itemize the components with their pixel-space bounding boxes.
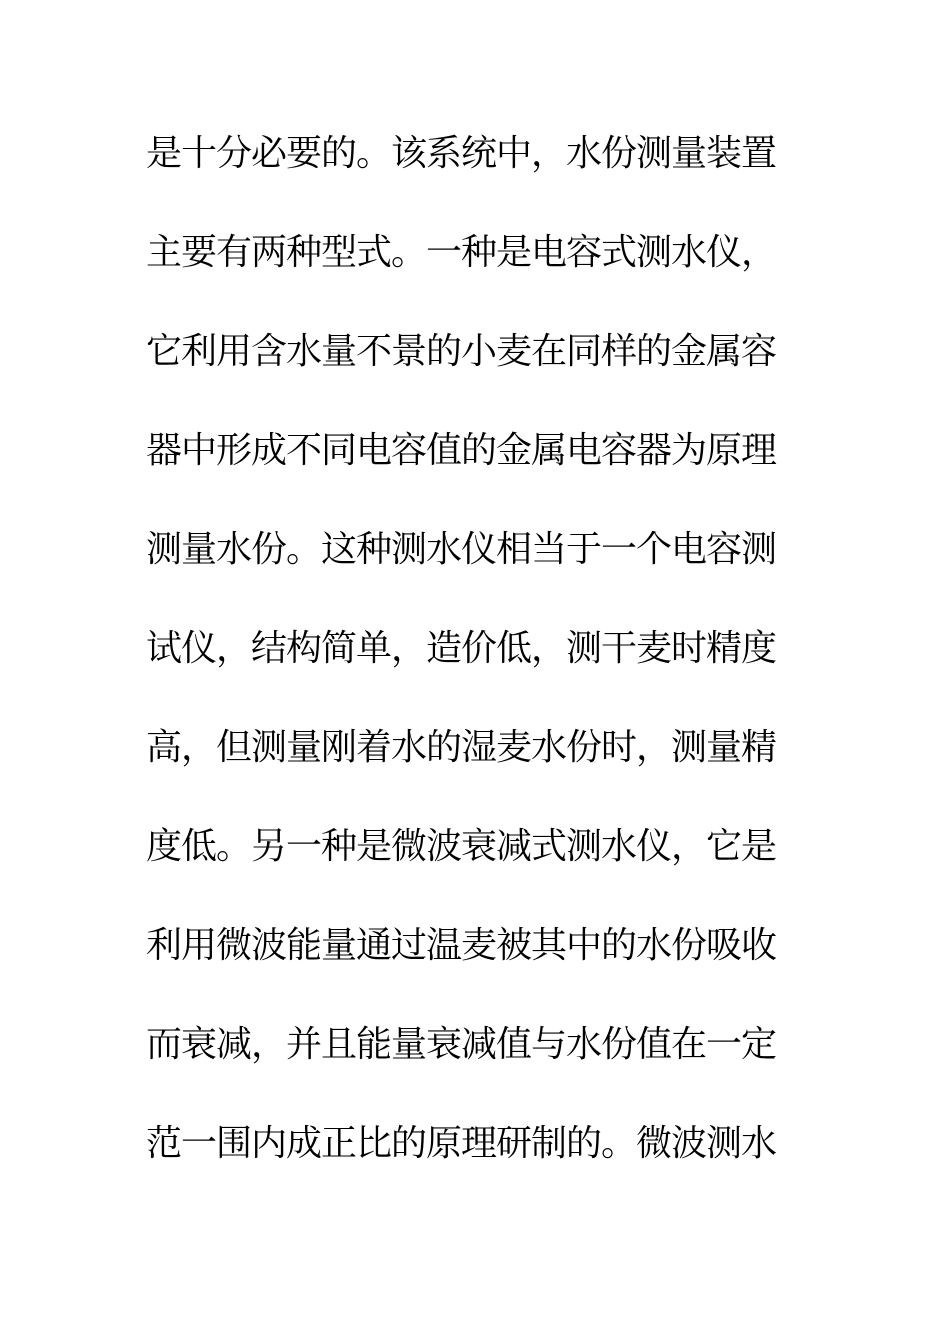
text-line: 器中形成不同电容值的金属电容器为原理 — [146, 430, 777, 471]
text-line: 测量水份。这种测水仪相当于一个电容测 — [146, 529, 777, 570]
text-line: 度低。另一种是微波衰减式测水仪，它是 — [146, 826, 777, 867]
text-line: 主要有两种型式。一种是电容式测水仪， — [146, 232, 777, 273]
body-text — [146, 122, 786, 1211]
text-line: 高，但测量刚着水的湿麦水份时，测量精 — [146, 727, 777, 768]
text-line: 它利用含水量不景的小麦在同样的金属容 — [146, 331, 777, 372]
text-line: 而衰减，并且能量衰减值与水份值在一定 — [146, 1024, 777, 1065]
text-line: 试仪，结构简单，造价低，测干麦时精度 — [146, 628, 777, 669]
text-line: 利用微波能量通过温麦被其中的水份吸收 — [146, 925, 777, 966]
text-line: 范一围内成正比的原理研制的。微波测水 — [146, 1123, 777, 1164]
text-line: 是十分必要的。该系统中，水份测量装置 — [146, 133, 777, 174]
